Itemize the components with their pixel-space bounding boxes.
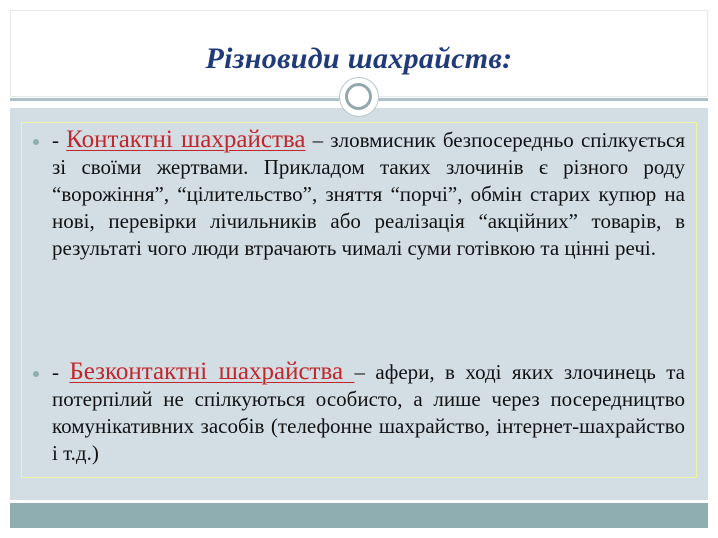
item-description: – зловмисник безпосередньо спілкується зі своїми жертвами. Прикладом таких злочинів є різного роду “ворожіння”, “цілительство”, зняття “порчі”, обмін старих купюр на нові, перевірки лічильників або реалізація “акційних” товарів, в результаті чого люди втрачають чималі суми готівкою та цінні речі. bbox=[52, 128, 686, 260]
circle-ornament-inner-icon bbox=[345, 83, 372, 110]
term-contactless-fraud: Безконтактні шахрайства bbox=[69, 358, 355, 385]
term-contact-fraud: Контактні шахрайства bbox=[66, 126, 306, 153]
bullet-dot-icon bbox=[33, 139, 39, 145]
item-description: – афери, в ході яких злочинець та потерпілий не спілкуються особисто, а лише через посередництво комунікативних засобів (телефонне шахрайство, інтернет-шахрайство і т.д.) bbox=[52, 360, 686, 465]
list-item-contact-fraud bbox=[52, 126, 685, 262]
item-dash: - bbox=[52, 360, 70, 384]
circle-ornament-icon bbox=[339, 77, 379, 117]
list-item-contactless-fraud bbox=[52, 358, 685, 467]
item-dash: - bbox=[52, 128, 67, 152]
slide-title: Різновиди шахрайств: bbox=[205, 42, 513, 75]
bottom-bar bbox=[10, 503, 708, 528]
bullet-dot-icon bbox=[33, 371, 39, 377]
